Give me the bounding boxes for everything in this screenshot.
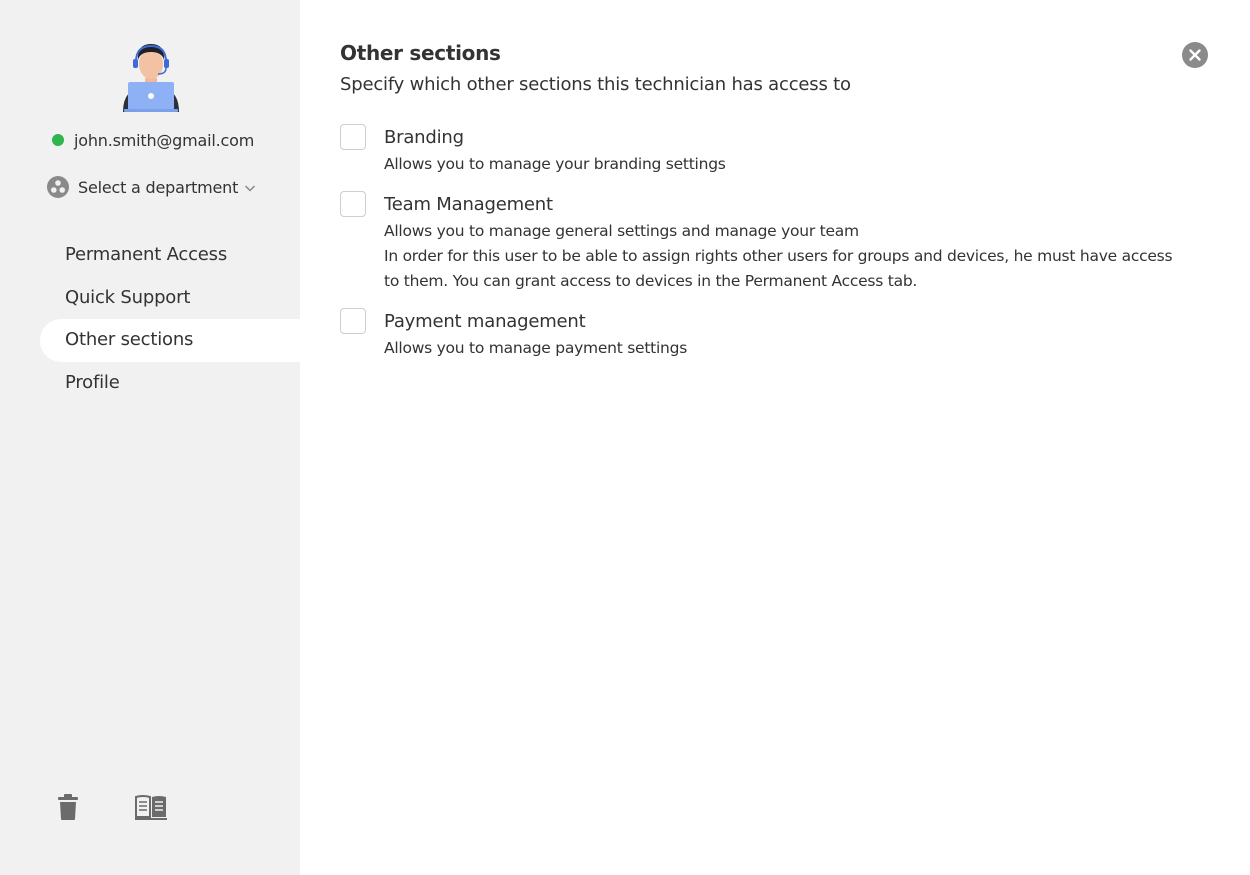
technician-avatar bbox=[118, 40, 184, 114]
close-icon[interactable] bbox=[1182, 42, 1208, 68]
option-team-management bbox=[340, 191, 1220, 294]
option-description: Allows you to manage your branding settings bbox=[384, 155, 726, 173]
team-management-checkbox[interactable] bbox=[340, 191, 366, 217]
user-email: john.smith@gmail.com bbox=[74, 130, 255, 150]
sidebar-item-permanent-access[interactable]: Permanent Access bbox=[65, 244, 228, 265]
technician-avatar-icon bbox=[118, 40, 184, 114]
sidebar-nav bbox=[40, 234, 300, 404]
sidebar-item-profile[interactable]: Profile bbox=[65, 371, 120, 393]
option-description: Allows you to manage general settings and manage your team bbox=[384, 222, 859, 240]
option-label: Branding bbox=[384, 127, 464, 148]
option-label: Team Management bbox=[384, 194, 553, 215]
option-note: In order for this user to be able to assign rights other users for groups and devices, he must have access to them. You can grant access to devices in the Permanent Access tab. bbox=[384, 247, 1173, 290]
option-label: Payment management bbox=[384, 311, 586, 332]
online-status-icon bbox=[52, 134, 64, 146]
sidebar bbox=[0, 0, 300, 875]
book-icon[interactable] bbox=[135, 794, 167, 820]
option-payment-management bbox=[340, 308, 1220, 361]
department-icon bbox=[47, 176, 69, 198]
page-title: Other sections bbox=[340, 41, 501, 65]
section-options bbox=[340, 124, 1220, 373]
sidebar-footer bbox=[58, 794, 167, 820]
payment-management-checkbox[interactable] bbox=[340, 308, 366, 334]
chevron-down-icon bbox=[244, 182, 256, 194]
department-select-label: Select a department bbox=[78, 177, 239, 197]
sidebar-item-other-sections[interactable]: Other sections bbox=[40, 319, 300, 362]
option-branding bbox=[340, 124, 1220, 177]
branding-checkbox[interactable] bbox=[340, 124, 366, 150]
option-description: Allows you to manage payment settings bbox=[384, 339, 688, 357]
department-select[interactable] bbox=[47, 175, 256, 199]
user-email-row bbox=[52, 128, 254, 152]
page-subtitle: Specify which other sections this technician has access to bbox=[340, 74, 851, 95]
main-content bbox=[340, 38, 1220, 99]
trash-icon[interactable] bbox=[58, 794, 78, 820]
sidebar-item-quick-support[interactable]: Quick Support bbox=[65, 286, 191, 308]
